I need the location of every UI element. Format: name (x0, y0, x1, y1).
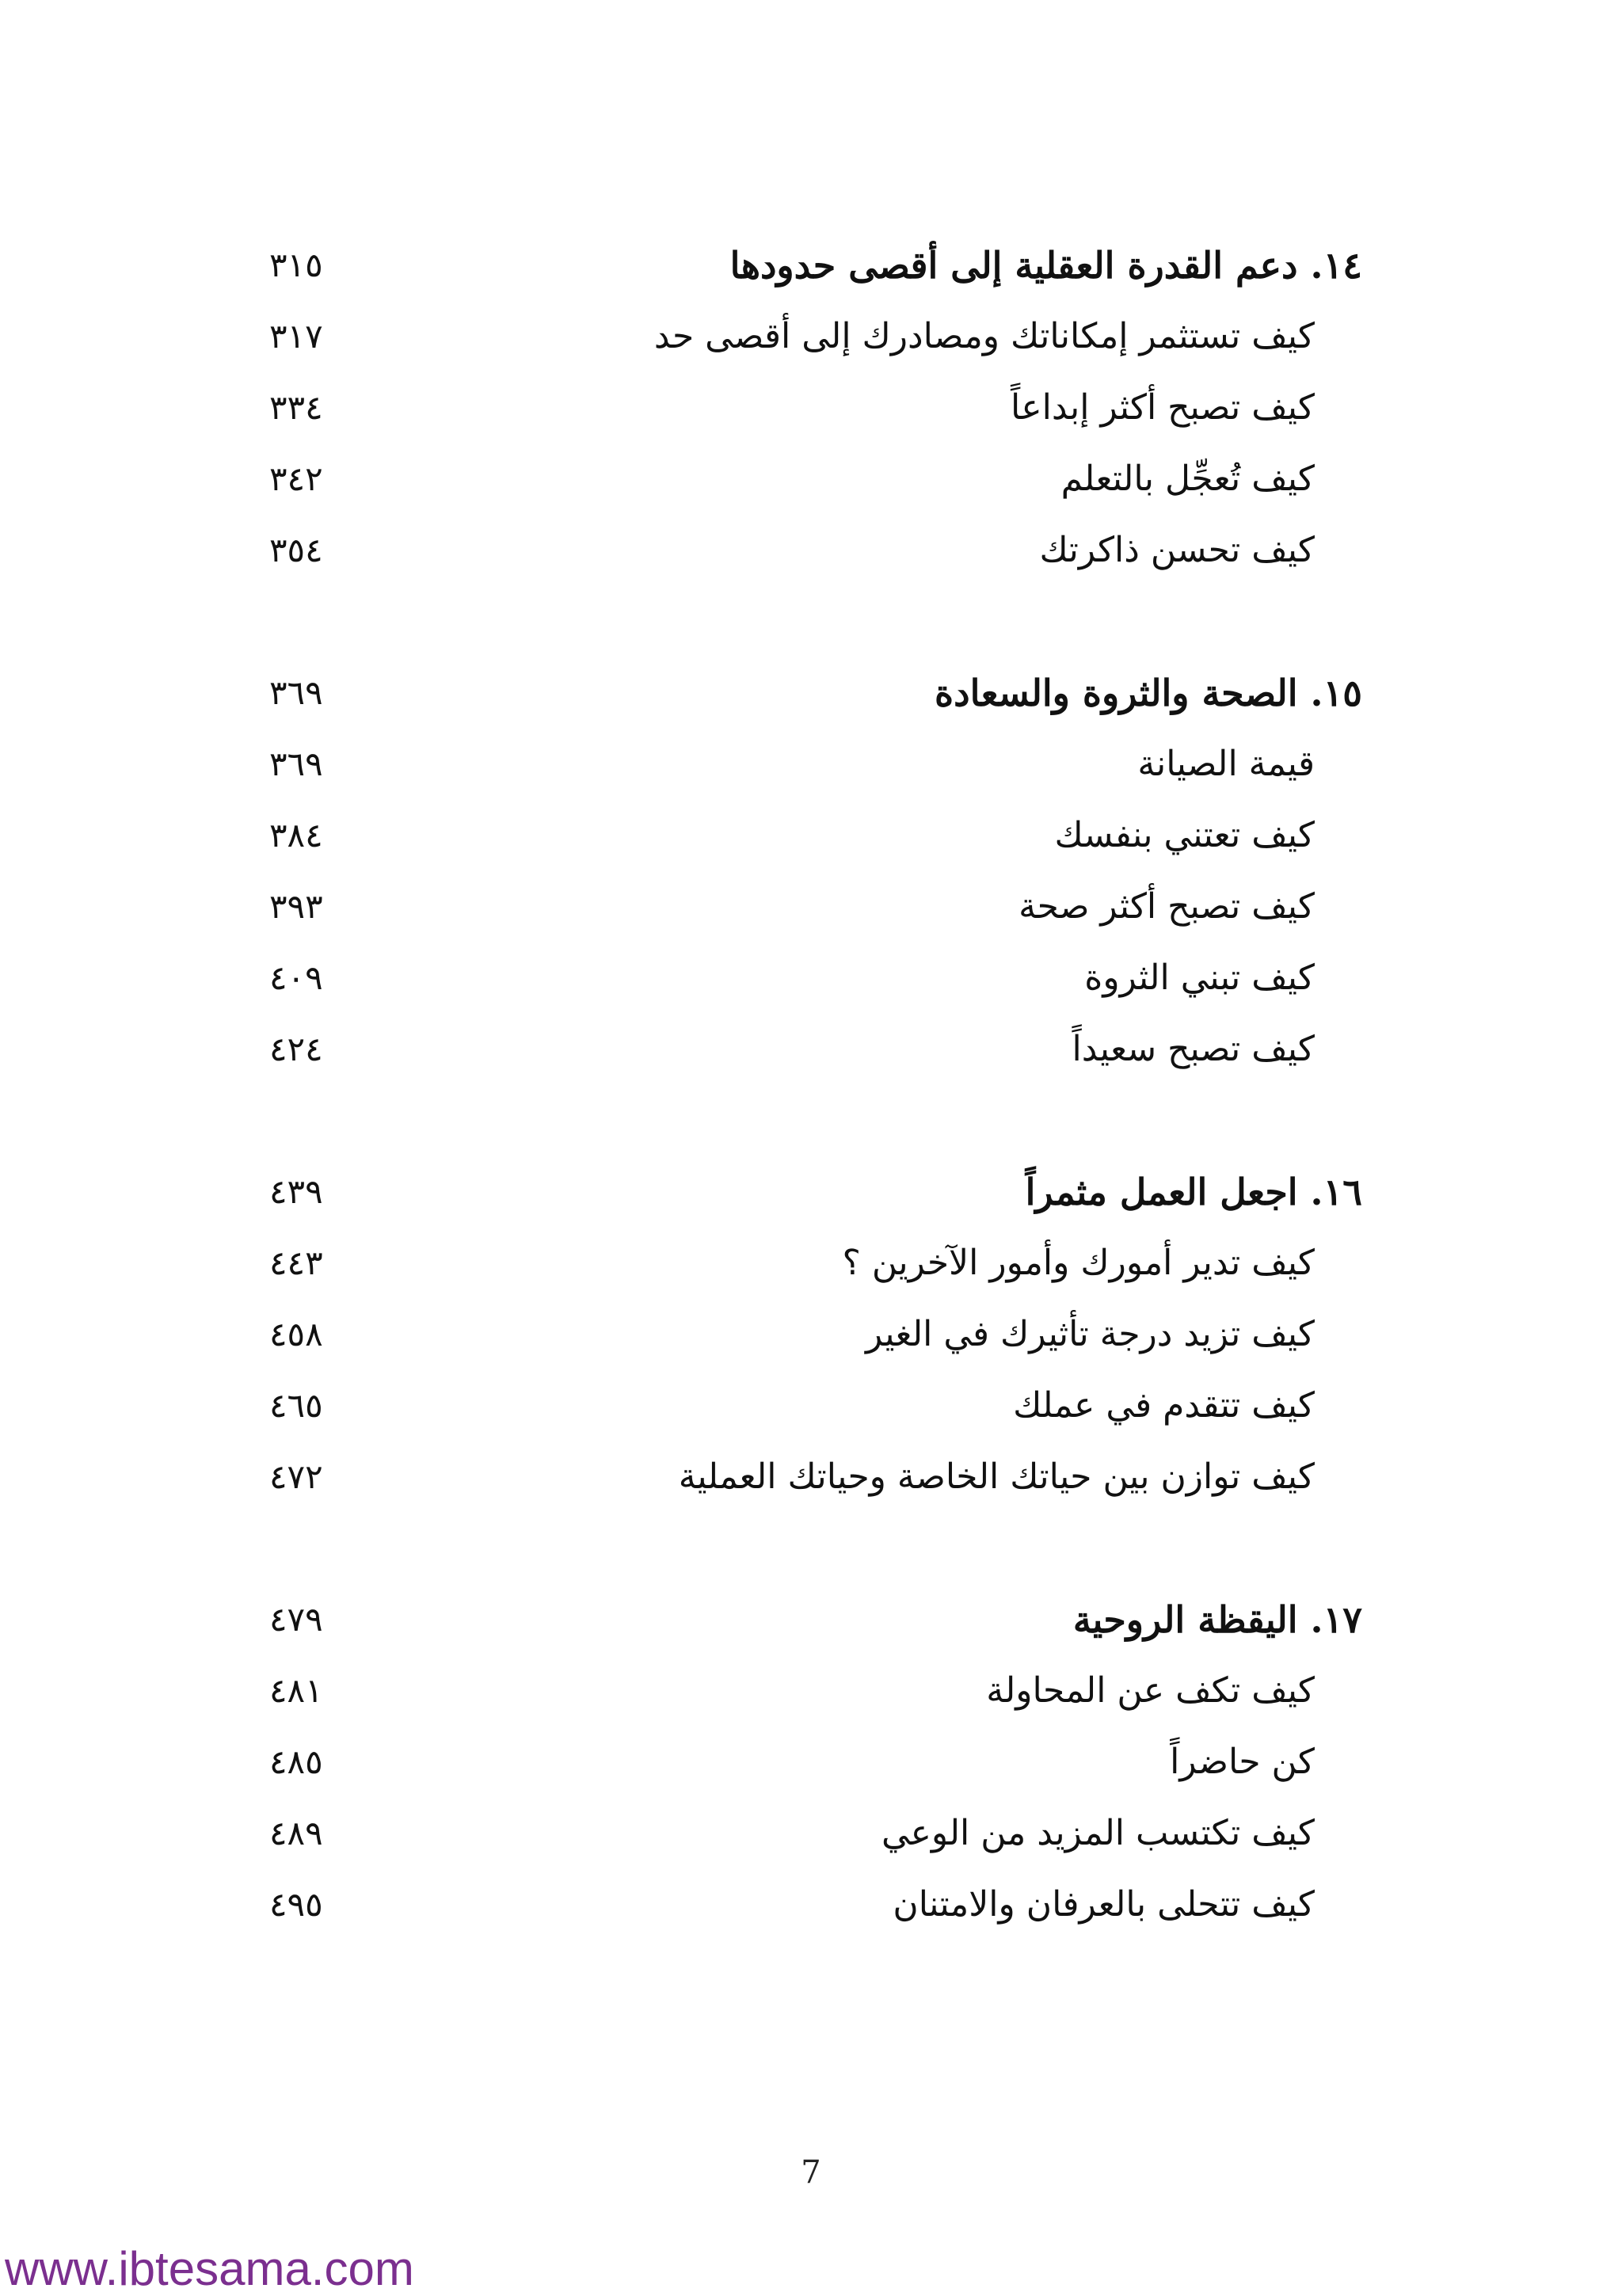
entry-page-number: ٤٦٥ (269, 1386, 323, 1425)
entry-page-number: ٣٤٢ (269, 459, 323, 498)
toc-entry-row (269, 1014, 1362, 1085)
entry-page-number: ٣٨٤ (269, 816, 323, 855)
toc-entry-row (269, 1441, 1362, 1513)
entry-title: كيف تزيد درجة تأثيرك في الغير (865, 1314, 1315, 1354)
watermark-url: www.ibtesama.com (5, 2242, 414, 2295)
entry-title: كيف تستثمر إمكاناتك ومصادرك إلى أقصى حد (653, 316, 1315, 356)
entry-title: قيمة الصيانة (1137, 744, 1315, 784)
toc-entry-row (269, 515, 1362, 586)
toc-entry-row (269, 1655, 1362, 1727)
entry-title: كيف تتحلى بالعرفان والامتنان (893, 1884, 1315, 1925)
toc-section (269, 1156, 1362, 1513)
chapter-title: ١٤. دعم القدرة العقلية إلى أقصى حدودها (729, 244, 1362, 287)
entry-title: كيف تكف عن المحاولة (986, 1670, 1315, 1711)
entry-title: كيف تكتسب المزيد من الوعي (881, 1813, 1315, 1853)
entry-title: كيف تدير أمورك وأمور الآخرين ؟ (842, 1243, 1315, 1283)
toc-entry-row (269, 729, 1362, 800)
entry-title: كيف تصبح سعيداً (1072, 1029, 1315, 1069)
entry-page-number: ٣٩٣ (269, 887, 323, 926)
entry-title: كيف توازن بين حياتك الخاصة وحياتك العملية (678, 1456, 1315, 1497)
entry-title: كيف تُعجِّل بالتعلم (1060, 459, 1315, 499)
entry-page-number: ٤٧٢ (269, 1457, 323, 1496)
toc-entry-row (269, 871, 1362, 942)
toc-entry-row (269, 1299, 1362, 1370)
chapter-title: ١٥. الصحة والثروة والسعادة (935, 672, 1362, 714)
entry-title: كيف تتقدم في عملك (1013, 1385, 1315, 1426)
toc-entry-row (269, 1798, 1362, 1869)
entry-title: كيف تحسن ذاكرتك (1039, 530, 1315, 570)
entry-page-number: ٣٥٤ (269, 531, 323, 569)
toc-entry-row (269, 1370, 1362, 1441)
toc-entry-row (269, 942, 1362, 1014)
toc-entry-row (269, 301, 1362, 372)
entry-page-number: ٤٨٥ (269, 1742, 323, 1781)
toc-section (269, 657, 1362, 1085)
chapter-page-number: ٤٣٩ (269, 1172, 323, 1211)
toc-section (269, 230, 1362, 586)
toc-entry-row (269, 444, 1362, 515)
page-number: 7 (801, 2154, 821, 2191)
entry-title: كيف تعتني بنفسك (1054, 815, 1315, 855)
chapter-page-number: ٤٧٩ (269, 1600, 323, 1639)
entry-page-number: ٤٨١ (269, 1671, 323, 1710)
toc-entry-row (269, 1228, 1362, 1299)
entry-page-number: ٤٠٩ (269, 958, 323, 997)
entry-page-number: ٣٦٩ (269, 744, 323, 783)
entry-page-number: ٣٣٤ (269, 388, 323, 427)
chapter-page-number: ٣١٥ (269, 246, 323, 284)
toc-chapter-row (269, 230, 1362, 301)
entry-page-number: ٤٤٣ (269, 1243, 323, 1282)
entry-page-number: ٤٩٥ (269, 1885, 323, 1924)
entry-page-number: ٤٢٤ (269, 1030, 323, 1068)
chapter-page-number: ٣٦٩ (269, 673, 323, 712)
toc-section (269, 1584, 1362, 1940)
entry-title: كيف تصبح أكثر إبداعاً (1011, 387, 1315, 428)
entry-page-number: ٤٥٨ (269, 1315, 323, 1354)
toc-entry-row (269, 372, 1362, 444)
entry-title: كن حاضراً (1170, 1742, 1315, 1782)
toc-entry-row (269, 1727, 1362, 1798)
toc-entry-row (269, 800, 1362, 871)
entry-title: كيف تصبح أكثر صحة (1019, 886, 1315, 927)
toc-entry-row (269, 1869, 1362, 1940)
toc-chapter-row (269, 657, 1362, 729)
toc-chapter-row (269, 1156, 1362, 1228)
entry-title: كيف تبني الثروة (1084, 958, 1315, 998)
chapter-title: ١٦. اجعل العمل مثمراً (1025, 1171, 1362, 1213)
entry-page-number: ٣١٧ (269, 317, 323, 356)
chapter-title: ١٧. اليقظة الروحية (1072, 1598, 1362, 1641)
toc-chapter-row (269, 1584, 1362, 1655)
entry-page-number: ٤٨٩ (269, 1814, 323, 1852)
table-of-contents (269, 230, 1362, 2012)
